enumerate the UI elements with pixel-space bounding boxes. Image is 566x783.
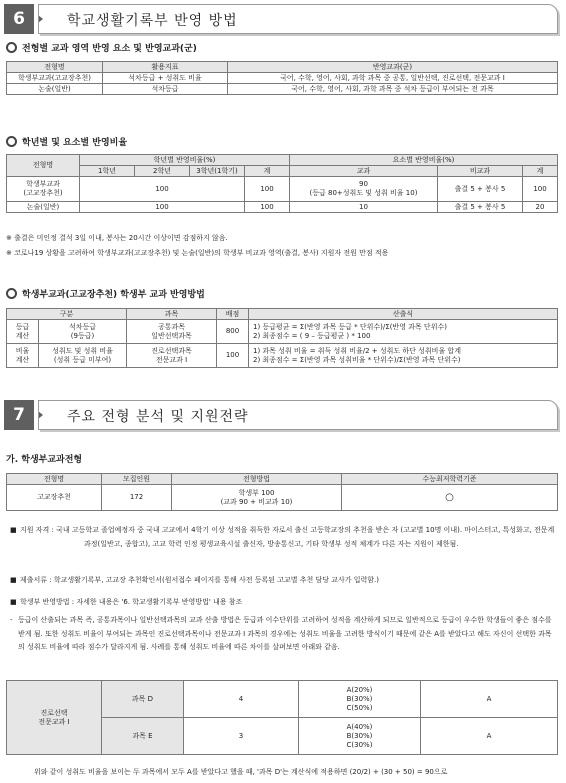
square-bullet-icon: ■ — [10, 576, 17, 584]
header-cell: 모집인원 — [102, 474, 172, 485]
header-cell: 계 — [245, 166, 290, 177]
table-cell: 논술(일반) — [7, 84, 103, 95]
table-cell: A(20%) B(30%) C(50%) — [299, 681, 421, 718]
table-cell: 비율 계산 — [7, 344, 39, 368]
subheading-1-text: 전형별 교과 영역 반영 요소 및 반영교과(군) — [22, 44, 197, 54]
table-cell: 진로선택 전문교과 I — [7, 681, 102, 755]
table-cell: 과목 D — [102, 681, 184, 718]
table-cell: 90 (등급 80+성취도 및 성취 비율 10) — [290, 177, 438, 202]
header-cell: 과목 — [127, 309, 217, 320]
ratio-table — [6, 154, 558, 213]
table-cell: 성취도 및 성취 비율 (성취 등급 미부여) — [39, 344, 127, 368]
header-cell: 전형명 — [7, 62, 103, 73]
circle-bullet-icon — [6, 42, 17, 53]
section-7-title: 주요 전형 분석 및 지원전략 — [67, 409, 249, 425]
bullet-text: 제출서류 : 학교생활기록부, 고교장 추천확인서(원서접수 페이지를 통해 사전 등록된 고교별 추천 담당 교사가 입력함.) — [20, 576, 380, 584]
table-cell: 고교장추천 — [7, 485, 102, 511]
table-cell: 공통과목 일반선택과목 — [127, 320, 217, 344]
bullet-text: 등급이 산출되는 과목 즉, 공통과목이나 일반선택과목의 교과 산출 방법은 등급과 이수단위를 고려하여 성적을 계산하게 되므로 일반적으로 등급이 우수한 학생들이 좋은 점수를 받게 됨. 또한 성취도 비율이 부여되는 과목인 진로선택과목이나 전문교과 I 과목의 경우에는 성취도 비율을 고려한 방식이기 때문에 같은 A를 받았다고 해도 자신이 선택한 과목의 성취도 비율에 따라 점수가 달라지게 됨. 사례를 통해 성취도 비율에 따른 차이를 살펴보면 아래와 같음. — [18, 616, 552, 651]
header-cell: 활용지표 — [103, 62, 228, 73]
table-cell: A — [421, 681, 558, 718]
reflection-elements-table — [6, 61, 558, 95]
table-cell: 진로선택과목 전문교과 I — [127, 344, 217, 368]
circle-bullet-icon — [6, 288, 17, 299]
table-cell: 4 — [184, 681, 299, 718]
header-cell: 요소별 반영비율(%) — [290, 155, 558, 166]
subheading-1 — [6, 41, 197, 54]
circle-bullet-icon — [6, 136, 17, 147]
table-cell: 100 — [245, 202, 290, 213]
table-cell: 국어, 수학, 영어, 사회, 과학 과목 중 석차 등급이 부여되는 전 과목 — [228, 84, 558, 95]
bullet-item — [10, 596, 556, 610]
bullet-text: 지원 자격 : 국내 고등학교 졸업예정자 중 국내 고교에서 4학기 이상 성적을 취득한 자로서 출신 고등학교장의 추천을 받은 자 (고교별 10명 이내). 마이스터고, 특성화고, 전문계과정(일반고, 종합고), 고교 학력 인정 평생교육시설 출신자, 방송통신고, 기타 학생부 성적 체계가 다른 자는 지원이 제한됨. — [20, 526, 555, 548]
note: ※ 코로나19 상황을 고려하여 학생부교과(고교장추천) 및 논술(일반)의 학생부 비교과 영역(출결, 봉사) 지원자 전원 만점 적용 — [6, 249, 389, 257]
header-cell: 구분 — [7, 309, 127, 320]
bullet-item — [10, 574, 556, 588]
section-6-header — [4, 4, 558, 34]
example-table — [6, 680, 558, 755]
table-cell: 800 — [217, 320, 249, 344]
table-cell: 출결 5 + 봉사 5 — [438, 202, 523, 213]
table-cell: 등급 계산 — [7, 320, 39, 344]
dash-bullet-icon: - — [10, 616, 13, 624]
header-cell: 전형방법 — [172, 474, 342, 485]
calc-method-table — [6, 308, 558, 368]
subheading-3-text: 학생부교과(고교장추천) 학생부 교과 반영방법 — [22, 290, 205, 300]
subsection-heading: 가. 학생부교과전형 — [6, 455, 83, 465]
header-cell: 수능최저학력기준 — [342, 474, 558, 485]
header-cell: 배점 — [217, 309, 249, 320]
section-7-number: 7 — [4, 400, 34, 430]
table-cell: 과목 E — [102, 718, 184, 755]
table-cell: 국어, 수학, 영어, 사회, 과학 과목 중 공통, 일반선택, 진로선택, 전문교과 I — [228, 73, 558, 84]
header-cell: 1학년 — [80, 166, 135, 177]
square-bullet-icon: ■ — [10, 526, 17, 534]
section-6-title-box — [38, 4, 558, 34]
header-cell: 반영교과(군) — [228, 62, 558, 73]
table-cell: ○ — [342, 485, 558, 511]
header-cell: 3학년(1학기) — [190, 166, 245, 177]
header-cell: 전형명 — [7, 155, 80, 177]
subheading-2-text: 학년별 및 요소별 반영비율 — [22, 138, 128, 148]
note: ※ 출결은 미인정 결석 3일 이내, 봉사는 20시간 이상이면 감점하지 않음. — [6, 234, 228, 242]
header-cell: 계 — [523, 166, 558, 177]
table-cell: 1) 과목 성취 비율 = 취득 성취 비율/2 + 성취도 하단 성취비율 합계 2) 최종점수 = Σ(반영 과목 성취비율 * 단위수)/Σ(반영 과목 단위수) — [249, 344, 558, 368]
section-6-title: 학교생활기록부 반영 방법 — [67, 13, 238, 29]
header-cell: 교과 — [290, 166, 438, 177]
header-cell: 2학년 — [135, 166, 190, 177]
table-cell: 10 — [290, 202, 438, 213]
table-cell: 3 — [184, 718, 299, 755]
header-cell: 비교과 — [438, 166, 523, 177]
table-cell: 100 — [245, 177, 290, 202]
dash-paragraph — [10, 614, 558, 655]
table-cell: 100 — [80, 177, 245, 202]
table-cell: 석차등급 + 성취도 비율 — [103, 73, 228, 84]
square-bullet-icon: ■ — [10, 598, 17, 606]
bullet-item — [10, 524, 556, 551]
header-cell: 전형명 — [7, 474, 102, 485]
table-cell: 1) 등급평균 = Σ(반영 과목 등급 * 단위수)/Σ(반영 과목 단위수) 2) 최종점수 = ( 9 – 등급평균 ) * 100 — [249, 320, 558, 344]
section-7-title-box — [38, 400, 558, 430]
header-cell: 산출식 — [249, 309, 558, 320]
table-cell: 100 — [523, 177, 558, 202]
table-cell: 석차등급 (9등급) — [39, 320, 127, 344]
table-cell: 20 — [523, 202, 558, 213]
table-cell: 학생부교과 (고교장추천) — [7, 177, 80, 202]
table-cell: 학생부 100 (교과 90 + 비교과 10) — [172, 485, 342, 511]
footer-paragraph: 위와 같이 성취도 비율을 보이는 두 과목에서 모두 A를 받았다고 했을 때, '과목 D'는 계산식에 적용하면 (20/2) + (30 + 50) = 90으로 — [34, 768, 448, 776]
header-cell: 학년별 반영비율(%) — [80, 155, 290, 166]
table-cell: 학생부교과(고교장추천) — [7, 73, 103, 84]
table-cell: 석차등급 — [103, 84, 228, 95]
table-cell: 출결 5 + 봉사 5 — [438, 177, 523, 202]
table-cell: 100 — [217, 344, 249, 368]
table-cell: A(40%) B(30%) C(30%) — [299, 718, 421, 755]
bullet-text: 학생부 반영방법 : 자세한 내용은 '6. 학교생활기록부 반영방법' 내용 참조 — [20, 598, 243, 606]
subheading-2 — [6, 135, 127, 148]
subheading-3 — [6, 287, 205, 300]
table-cell: 논술(일반) — [7, 202, 80, 213]
table-cell: 172 — [102, 485, 172, 511]
admission-table — [6, 473, 558, 511]
section-6-number: 6 — [4, 4, 34, 34]
table-cell: A — [421, 718, 558, 755]
section-7-header — [4, 400, 558, 430]
table-cell: 100 — [80, 202, 245, 213]
